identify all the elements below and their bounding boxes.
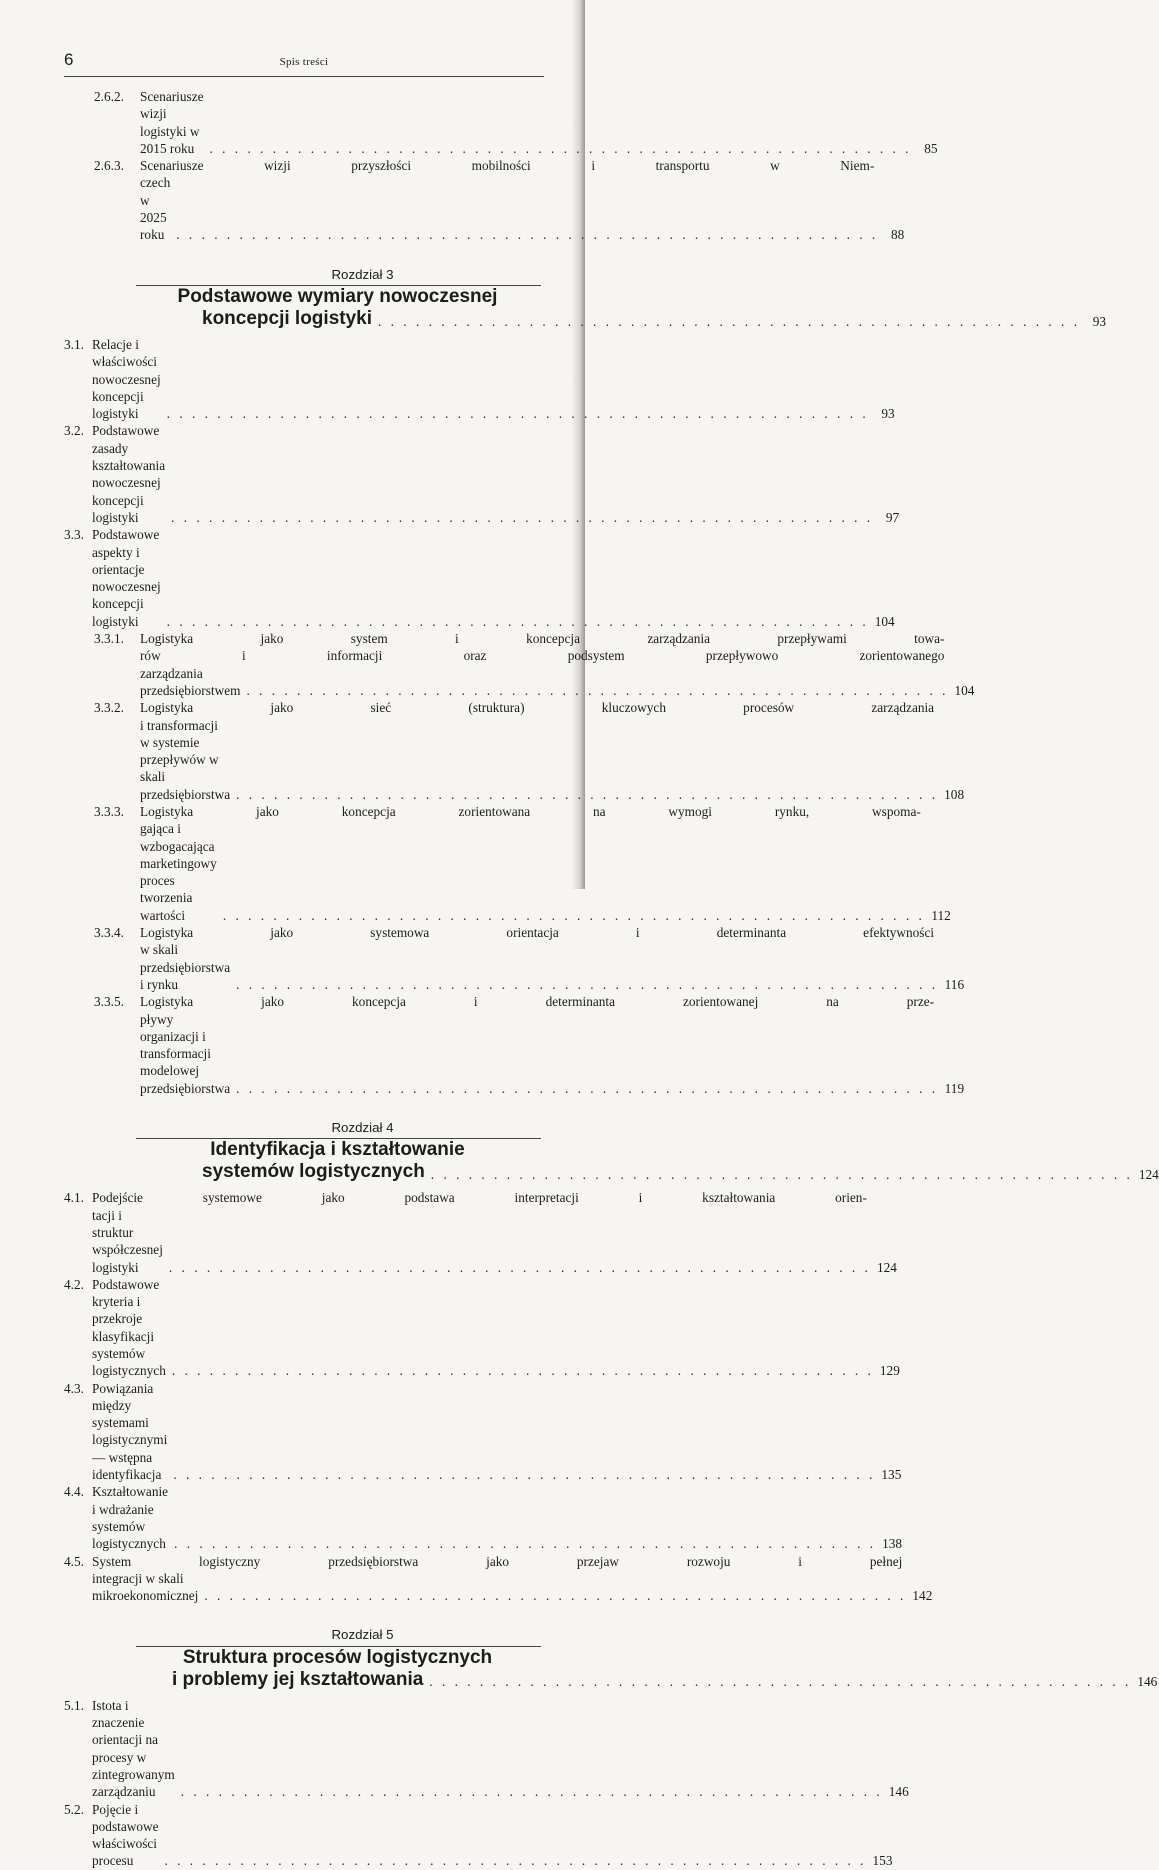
entry-page: 146 — [888, 1784, 909, 1800]
toc-entry — [64, 157, 905, 243]
entry-number: 5.1. — [64, 1697, 84, 1713]
chapter-title: koncepcji logistyki — [202, 307, 372, 329]
toc-entry — [64, 88, 938, 157]
entry-line — [140, 941, 964, 993]
leader-dots — [181, 1783, 883, 1800]
toc-entry — [64, 1189, 897, 1275]
toc-entry — [64, 803, 951, 924]
entry-line — [92, 1207, 897, 1276]
entry-title: tacji i struktur współczesnej logistyki — [92, 1207, 163, 1275]
page-number: 6 — [64, 50, 74, 69]
entry-line — [140, 88, 938, 157]
toc-entry — [64, 1483, 903, 1552]
entry-page: 153 — [872, 1853, 893, 1869]
entry-line — [92, 422, 899, 526]
entry-number: 3.3. — [64, 527, 84, 543]
toc-entry — [64, 1553, 933, 1605]
entry-text — [92, 1697, 909, 1801]
entry-page: 88 — [890, 227, 905, 243]
entry-title: gająca i wzbogacająca marketingowy proces tworzenia wartości — [140, 821, 217, 923]
entry-line — [92, 1380, 901, 1484]
entry-page: 124 — [876, 1259, 897, 1275]
entry-page: 135 — [881, 1467, 902, 1483]
leader-dots — [210, 140, 912, 157]
entry-page: 129 — [879, 1363, 900, 1379]
chapter-title: systemów logistycznych — [202, 1161, 425, 1183]
chapter-title: Struktura procesów logistycznych — [182, 1646, 493, 1668]
entry-number: 4.5. — [64, 1553, 84, 1569]
entry-page: 116 — [944, 976, 965, 992]
chapter-title-row — [64, 307, 1106, 330]
entry-line: rów i informacji oraz podsystem przepływowo zorientowanego — [140, 648, 945, 664]
entry-number: 4.3. — [64, 1380, 84, 1396]
entry-number: 3.1. — [64, 336, 84, 352]
entry-page: 108 — [944, 786, 965, 802]
entry-number: 2.6.2. — [94, 89, 124, 104]
entry-text — [92, 1276, 900, 1380]
entry-page: 104 — [954, 682, 975, 698]
entry-text — [92, 1189, 897, 1275]
toc-entry — [64, 1801, 893, 1870]
entry-number: 3.3.3. — [94, 803, 124, 819]
entry-line: Logistyka jako koncepcja i determinanta zorientowanej na prze- — [140, 994, 935, 1010]
entry-number: 4.1. — [64, 1190, 84, 1206]
entry-line: System logistyczny przedsiębiorstwa jako przejaw rozwoju i pełnej — [92, 1553, 903, 1569]
chapter-page: 124 — [1138, 1167, 1159, 1183]
chapter-page: 93 — [1092, 313, 1106, 329]
entry-number: 4.2. — [64, 1276, 84, 1292]
leader-dots — [167, 613, 869, 630]
entry-title: Scenariusze wizji logistyki w 2015 roku — [140, 89, 204, 156]
leader-dots — [378, 313, 1080, 330]
leader-dots — [169, 1259, 871, 1276]
entry-line — [92, 526, 895, 630]
entry-title: pływy organizacji i transformacji modelowej przedsiębiorstwa — [140, 1011, 231, 1096]
entry-line — [92, 1697, 909, 1801]
entry-title: Powiązania między systemami logistycznymi — wstępna identyfikacja — [92, 1380, 168, 1483]
entry-line: Logistyka jako koncepcja zorientowana na wymogi rynku, wspoma- — [140, 803, 921, 819]
entry-line: Logistyka jako systemowa orientacja i determinanta efektywności — [140, 925, 935, 941]
entry-page: 142 — [912, 1588, 933, 1604]
entry-page: 104 — [874, 613, 895, 629]
entry-title: w skali przedsiębiorstwa i rynku — [140, 942, 231, 992]
entry-line: Logistyka jako system i koncepcja zarządzania przepływami towa- — [140, 631, 945, 647]
toc-entry — [64, 1380, 902, 1484]
leader-dots — [164, 1852, 866, 1869]
leader-dots — [236, 976, 938, 993]
toc-entry — [64, 336, 895, 422]
entry-page: 119 — [944, 1080, 965, 1096]
chapter-label: Rozdział 3 — [331, 266, 394, 282]
entry-line — [140, 174, 904, 243]
leader-dots — [176, 226, 878, 243]
entry-text — [92, 526, 895, 630]
toc-entry — [64, 526, 895, 630]
entry-text — [92, 336, 895, 422]
table-of-contents — [64, 88, 1159, 1870]
entry-title: Pojęcie i podstawowe właściwości procesu — [92, 1801, 159, 1869]
entry-line — [140, 820, 951, 924]
entry-title: Podstawowe kryteria i przekroje klasyfikacji systemów logistycznych — [92, 1276, 166, 1379]
entry-number: 5.2. — [64, 1801, 84, 1817]
leader-dots — [171, 509, 873, 526]
entry-text — [92, 1553, 932, 1605]
chapter-label: Rozdział 4 — [331, 1120, 394, 1136]
leader-dots — [167, 405, 869, 422]
leader-dots — [204, 1587, 906, 1604]
toc-entry — [64, 699, 965, 803]
entry-text — [140, 157, 904, 243]
entry-page: 93 — [881, 406, 895, 422]
page-header — [64, 50, 544, 74]
entry-title: Podstawowe aspekty i orientacje nowoczesnej koncepcji logistyki — [92, 527, 161, 629]
entry-line — [92, 1801, 892, 1870]
entry-text — [92, 1801, 892, 1870]
leader-dots — [223, 907, 925, 924]
header-rule — [64, 76, 544, 77]
entry-page: 85 — [924, 140, 938, 156]
leader-dots — [236, 1080, 938, 1097]
entry-text — [140, 699, 964, 803]
entry-line: Podejście systemowe jako podstawa interpretacji i kształtowania orien- — [92, 1190, 867, 1206]
toc-entry — [64, 924, 965, 993]
leader-dots — [172, 1362, 874, 1379]
leader-dots — [246, 682, 948, 699]
chapter-title: i problemy jej kształtowania — [172, 1668, 424, 1690]
entry-text — [140, 630, 974, 699]
entry-text — [140, 924, 964, 993]
entry-title: Podstawowe zasady kształtowania nowoczesnej koncepcji logistyki — [92, 423, 166, 525]
entry-number: 2.6.3. — [94, 158, 124, 174]
entry-text — [140, 88, 938, 157]
entry-line — [140, 1011, 964, 1097]
entry-text — [140, 993, 964, 1097]
leader-dots — [236, 786, 938, 803]
entry-title: integracji w skali mikroekonomicznej — [92, 1570, 199, 1604]
entry-line — [92, 1483, 902, 1552]
chapter-title-row — [64, 1161, 1159, 1183]
entry-title: zarządzania przedsiębiorstwem — [140, 665, 241, 698]
entry-line — [92, 336, 895, 422]
toc-entry — [64, 1697, 909, 1801]
entry-page: 138 — [882, 1536, 903, 1552]
chapter-title: Identyfikacja i kształtowanie — [210, 1139, 465, 1161]
entry-line — [92, 1276, 900, 1380]
chapter-label: Rozdział 5 — [331, 1627, 394, 1643]
entry-number: 3.3.1. — [94, 631, 124, 647]
toc-entry — [64, 993, 965, 1097]
entry-number: 4.4. — [64, 1484, 84, 1500]
entry-number: 3.2. — [64, 423, 84, 439]
entry-text — [92, 1483, 902, 1552]
entry-text — [92, 422, 899, 526]
entry-text — [140, 803, 951, 924]
entry-text — [92, 1380, 901, 1484]
entry-line: Logistyka jako sieć (struktura) kluczowych procesów zarządzania — [140, 700, 935, 716]
entry-line: Scenariusze wizji przyszłości mobilności i transportu w Niem- — [140, 158, 875, 174]
entry-number: 3.3.5. — [94, 994, 124, 1010]
entry-number: 3.3.2. — [94, 700, 124, 716]
entry-title: Relacje i właściwości nowoczesnej koncepcji logistyki — [92, 336, 161, 422]
toc-entry — [64, 630, 975, 699]
entry-line — [92, 1570, 932, 1605]
chapter-title-row — [64, 1668, 1158, 1691]
leader-dots — [431, 1166, 1133, 1183]
chapter-page: 146 — [1137, 1674, 1158, 1690]
toc-entry — [64, 422, 900, 526]
leader-dots — [174, 1535, 876, 1552]
entry-title: Kształtowanie i wdrażanie systemów logistycznych — [92, 1484, 169, 1552]
entry-page: 97 — [885, 509, 900, 525]
running-title: Spis treści — [279, 56, 329, 68]
entry-title: Istota i znaczenie orientacji na procesy w zintegrowanym zarządzaniu — [92, 1697, 175, 1800]
leader-dots — [173, 1466, 875, 1483]
entry-number: 3.3.4. — [94, 925, 124, 941]
chapter-title: Podstawowe wymiary nowoczesnej — [177, 285, 498, 307]
entry-title: czech w 2025 roku — [140, 175, 171, 243]
entry-line — [140, 665, 974, 700]
toc-entry — [64, 1276, 900, 1380]
leader-dots — [429, 1673, 1131, 1690]
entry-title: i transformacji w systemie przepływów w skali przedsiębiorstwa — [140, 717, 231, 802]
entry-page: 112 — [931, 907, 951, 923]
entry-line — [140, 717, 964, 803]
